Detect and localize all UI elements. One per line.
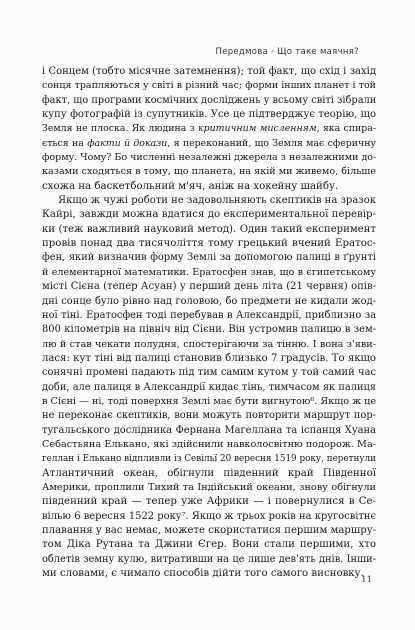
text-line: місті Сієна (тепер Асуан) у перший день літа (21 червня) опів- — [42, 281, 376, 293]
text-line: купу фотографій із супутників. Усе це підтверджує теорію, що — [42, 109, 376, 121]
text-line: казами сходяться в тому, що планета, на якій ми живемо, більше — [42, 166, 376, 178]
text-line: ми словами, є чимало способів дійти того самого висновку. — [42, 568, 364, 580]
text-line: сонця трапляються у світі в різний час; форми інших планет і той — [42, 80, 376, 92]
text-line: ної тіні. Ератосфен тоді перебував в Александрії, приблизно за — [42, 309, 376, 321]
text-line: 800 кілометрів на північ від Сієни. Він устромив палицю в зем- — [42, 324, 376, 336]
text-line: Якщо ж чужі роботи не задовольняють скептиків на зразок — [58, 195, 376, 207]
text-line: тугальського дослідника Фернана Магеллана та іспанця Хуана — [42, 424, 376, 436]
text-line: Америки, проплили Тихий та Індійський океани, знову обігнули — [42, 481, 376, 493]
text-line: Кайрі, завжди можна вдатися до експериментальної перевір- — [42, 209, 376, 221]
text-line: дні сонце було рівно над головою, бо предмети не кидали жод- — [42, 295, 376, 307]
text-line: факт, що програми космічних досліджень у всьому світі зібрали — [42, 94, 376, 106]
text-line: й елементарної математики. Ератосфен знав, що в єгипетському — [42, 266, 376, 278]
text-line: том Діка Рутана та Джини Єгер. Вони стали першими, хто — [42, 539, 376, 551]
text-line: фен, який визначив форму Землі за допомогою палиці в ґрунті — [42, 252, 376, 264]
text-line: лася: кут тіні від палиці становив близько 7 градусів. То якщо — [42, 352, 376, 364]
emphasis: критичним мисленням — [198, 123, 317, 135]
text-line: вілью 6 вересня 1522 року⁷. Якщо ж трьох років на кругосвітнє — [42, 510, 376, 522]
text-line: ється на факти й докази, я переконаний, що Земля має сферичну — [42, 137, 376, 149]
text-line: в Сієні — ні, тоді поверхня Землі має бути вигнутою⁶. Якщо ж це — [42, 395, 376, 407]
text-line: південний край — тепер уже Африки — і повернулися в Се- — [42, 496, 376, 508]
text-line: лю й став чекати полудня, спостерігаючи за тінню. І вона з'яви- — [42, 338, 376, 350]
text-line: сонячні промені падають під тим самим кутом у той самий час — [42, 367, 376, 379]
running-header: Передмова · Що таке маячня? — [215, 47, 359, 57]
text-line: Себастьяна Елькано, які здійснили навколосвітню подорож. Ма- — [42, 438, 376, 450]
text-line: форму. Чому? Бо численні незалежні джерела з незалежними до- — [42, 152, 376, 164]
text-line: і Сонцем (тобто місячне затемнення); той факт, що схід і захід — [42, 66, 376, 77]
text-line: ки (теж важливий науковий метод). Один такий експеримент — [42, 223, 376, 235]
text-line: Атлантичний океан, обігнули південний край Південної — [42, 467, 376, 479]
text-line: облетів земну кулю, витративши на це лише дев'ять днів. Інши- — [42, 553, 376, 565]
body-text — [42, 65, 376, 581]
text-line: схожа на баскетбольний м'яч, аніж на хокейну шайбу. — [42, 180, 339, 192]
text-line: провів понад два тисячоліття тому грецький вчений Ератос- — [42, 238, 376, 250]
text-line: Земля не плоска. Як людина з критичним мисленням, яка спира- — [42, 123, 376, 135]
text-line: геллан і Елькано відпливли із Севільї 20 вересня 1519 року, перетнули — [42, 454, 376, 465]
text-line: не переконає скептиків, вони можуть повторити маршрут пор- — [42, 410, 376, 422]
page-number: 11 — [361, 575, 372, 585]
emphasis: факти й докази — [87, 137, 168, 149]
text-line: доби, але палиця в Александрії кидає тінь, тимчасом як палиця — [42, 381, 376, 393]
text-line: плавання у вас немає, можете скористатися першим маршру- — [42, 525, 376, 536]
